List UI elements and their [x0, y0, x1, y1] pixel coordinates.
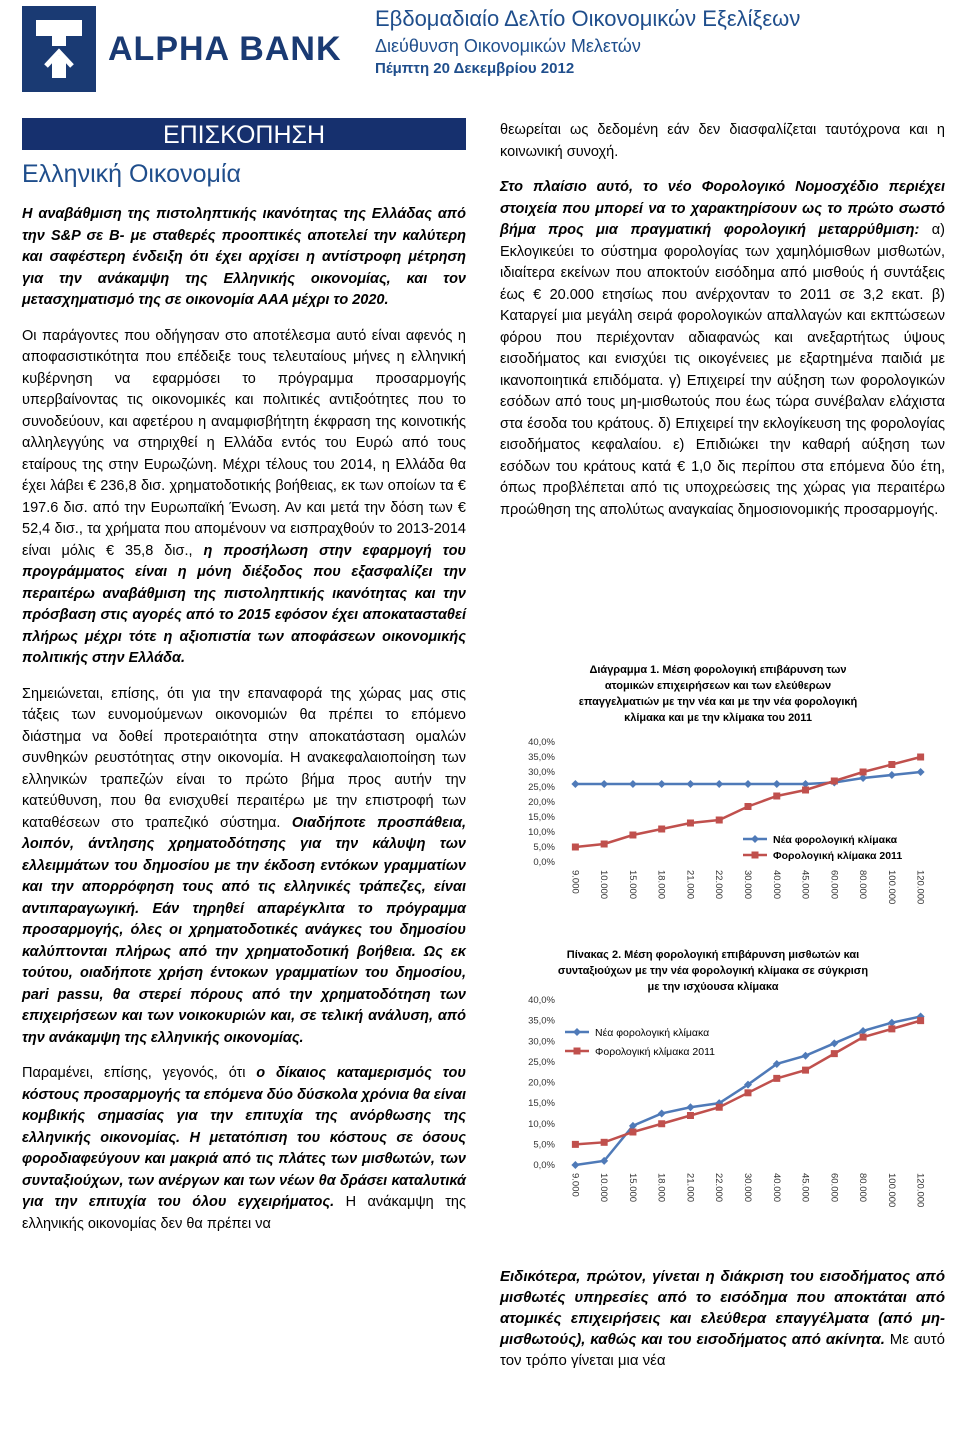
chart-2 — [503, 940, 948, 1220]
chart-1-point — [831, 778, 838, 785]
chart-1-point — [601, 841, 608, 848]
right-paragraph-3-emphasis: Ειδικότερα, πρώτον, γίνεται η διάκριση του εισοδήματος από μισθωτές υπηρεσίες από το εισόδημα που αποκτάται από ατομικές επιχειρήσεις και ελεύθερα επαγγέλματα (από μη-μισθωτούς), καθώς και του εισοδήματος από ακίνητα. — [500, 1268, 945, 1348]
alpha-bank-emblem-icon — [22, 6, 96, 92]
chart-1-point — [917, 768, 925, 776]
chart-2-point — [716, 1104, 723, 1111]
intro-paragraph: Η αναβάθμιση της πιστοληπτικής ικανότητας της Ελλάδας από την S&P σε B- με σταθερές προοπτικές αποτελεί την καλύτερη και σαφέστερη ένδειξη ότι έχει αρχίσει η αντίστροφη μέτρηση για την ανάκαμψη της Ελληνικής οικονομίας, και τον μετασχηματισμό της σε οικονομία AAA μέχρι το 2020. — [22, 206, 466, 308]
paragraph-2-emphasis: Οιαδήποτε προσπάθεια, λοιπόν, άντλησης χρηματοδότησης για την κάλυψη των ελλειμμάτων του δημοσίου με την έκδοση εντόκων γραμματίων και την απορρόφηση τους από τις ελληνικές τράπεζες, είναι αντιπαραγωγική. Εάν τηρηθεί απαρέγκλιτα το πρόγραμμα προσαρμογής, όλες οι χρηματοδοτικές ανάγκες του δημοσίου καλύπτονται πλήρως από την χρηματοδοτική βοήθεια. Ως εκ τούτου, οιαδήποτε χρήση έντοκων γραμματίων του δημοσίου, pari passu, θα στερεί πόρους από την χρηματοδότηση των επιχειρήσεων και των νοικοκυριών και, σε τελική ανάλυση, από την ανάκαμψη της ελληνικής οικονομίας. — [22, 814, 467, 1046]
chart-1-title-line: ατομικών επιχειρήσεων και των ελεύθερων — [604, 680, 832, 692]
chart-2-legend-label: Φορολογική κλίμακα 2011 — [595, 1046, 715, 1058]
chart-2-point — [601, 1139, 608, 1146]
chart-2-y-tick-label: 35,0% — [528, 1015, 555, 1027]
right-column — [500, 120, 945, 521]
right-paragraph-2-emphasis: Στο πλαίσιο αυτό, το νέο Φορολογικό Νομοσχέδιο περιέχει στοιχεία που μπορεί να το χαρακτηρίσουν ως το πρώτο σωστό βήμα προς μια πραγματική φορολογική μεταρρύθμιση: — [500, 179, 945, 238]
chart-2-x-tick-label: 80.000 — [857, 1173, 869, 1203]
chart-2-point — [831, 1050, 838, 1057]
chart-2-x-tick-label: 120.000 — [914, 1173, 926, 1208]
chart-1-x-tick-label: 60.000 — [828, 870, 840, 900]
chart-2-title-line: συνταξιούχων με την νέα φορολογική κλίμακα σε σύγκριση — [557, 965, 869, 977]
chart-2-point — [860, 1034, 867, 1041]
chart-1-x-tick-label: 40.000 — [770, 870, 782, 900]
chart-1-point — [888, 771, 896, 779]
chart-1-point — [917, 754, 924, 761]
chart-2-x-tick-label: 30.000 — [742, 1173, 753, 1203]
right-paragraph-3 — [500, 1266, 945, 1371]
chart-1-point — [860, 769, 867, 776]
chart-2-y-tick-label: 15,0% — [528, 1098, 555, 1110]
chart-2-x-tick-label: 15.000 — [626, 1173, 638, 1203]
chart-1-point — [686, 780, 694, 788]
chart-1-point — [571, 780, 579, 788]
chart-1-point — [629, 832, 636, 839]
chart-1-point — [715, 780, 723, 788]
chart-2-x-tick-label: 10.000 — [598, 1173, 610, 1203]
paragraph-3 — [22, 1063, 466, 1235]
chart-2-legend-marker — [573, 1028, 581, 1036]
right-bottom — [500, 1266, 945, 1371]
chart-1-x-tick-label: 120.000 — [914, 870, 926, 905]
chart-1-svg — [503, 657, 948, 912]
paragraph-3-emphasis: ο δίκαιος καταμερισμός του κόστους προσαρμογής τα επόμενα δύο δύσκολα χρόνια θα είναι κομβικής σημασίας για την επιτυχία της ανόρθωσης της ελληνικής οικονομίας. Η μετατόπιση του κόστους σε όσους φοροδιαφεύγουν και μακριά από τις πλάτες των μισθωτών, των συνταξιούχων, των ανέργων και των νέων θα δράσει καταλυτικά για την επιτυχία του όλου εγχειρήματος. — [22, 1065, 466, 1210]
chart-1-legend-marker — [751, 835, 759, 843]
chart-2-point — [571, 1161, 579, 1169]
chart-1-x-tick-label: 45.000 — [799, 870, 811, 900]
overview-banner: ΕΠΙΣΚΟΠΗΣΗ — [22, 118, 466, 150]
logo-text: ALPHA BANK — [108, 30, 342, 68]
chart-1-y-tick-label: 40,0% — [528, 737, 555, 748]
chart-2-point — [745, 1089, 752, 1096]
chart-1-point — [744, 780, 752, 788]
chart-1-y-tick-label: 25,0% — [528, 782, 555, 793]
chart-2-x-tick-label: 40.000 — [770, 1173, 782, 1203]
chart-1-x-tick-label: 80.000 — [857, 870, 869, 900]
chart-2-title-line: Πίνακας 2. Μέση φορολογική επιβάρυνση μισθωτών και — [566, 949, 860, 961]
left-column — [22, 118, 466, 1235]
paragraph-3-text: Παραμένει, επίσης, γεγονός, ότι — [22, 1065, 257, 1081]
chart-2-y-tick-label: 40,0% — [528, 995, 555, 1006]
chart-1-y-tick-label: 0,0% — [533, 857, 555, 868]
chart-1-x-tick-label: 22.000 — [713, 870, 725, 900]
chart-2-y-tick-label: 10,0% — [528, 1118, 555, 1130]
section-title: Ελληνική Οικονομία — [22, 160, 241, 188]
chart-2-y-tick-label: 25,0% — [528, 1056, 555, 1068]
chart-1-point — [572, 844, 579, 851]
chart-2-point — [773, 1075, 780, 1082]
chart-2-point — [830, 1039, 838, 1047]
chart-1-x-tick-label: 9.000 — [569, 870, 581, 894]
chart-1-y-tick-label: 35,0% — [528, 752, 555, 763]
chart-1-point — [658, 780, 666, 788]
chart-2-x-tick-label: 100.000 — [885, 1173, 897, 1208]
chart-1-point — [600, 780, 608, 788]
chart-2-legend-marker — [574, 1048, 581, 1055]
bulletin-subtitle: Διεύθυνση Οικονομικών Μελετών — [375, 36, 641, 56]
chart-1 — [503, 657, 948, 912]
chart-2-x-tick-label: 21.000 — [684, 1173, 696, 1203]
chart-2-y-tick-label: 5,0% — [533, 1139, 555, 1151]
chart-1-x-tick-label: 10.000 — [598, 870, 610, 900]
chart-2-point — [629, 1129, 636, 1136]
alpha-bank-logo — [22, 6, 342, 92]
chart-1-y-tick-label: 30,0% — [528, 767, 555, 778]
chart-2-point — [888, 1025, 895, 1032]
chart-2-point — [658, 1109, 666, 1117]
chart-2-x-tick-label: 60.000 — [828, 1173, 840, 1203]
chart-2-point — [917, 1017, 924, 1024]
chart-1-point — [687, 820, 694, 827]
chart-2-x-tick-label: 18.000 — [655, 1173, 667, 1203]
chart-2-point — [686, 1103, 694, 1111]
chart-1-x-tick-label: 30.000 — [742, 870, 753, 900]
paragraph-3-end: Η ανάκαμψη της ελληνικής οικονομίας δεν θα πρέπει να — [22, 1194, 466, 1232]
right-paragraph-2-text: α) Εκλογικεύει το σύστημα φορολογίας των χαμηλόμισθων μισθωτών, ιδιαίτερα εκείνων που αποκτούν εισόδημα από μισθούς ή συντάξεις έως € 20.000 ετησίως που ανέρχονταν το 2011 σε 3,2 εκατ. β) Καταργεί μια μεγάλη σειρά φορολογικών απαλλαγών και εκπτώσεων φόρου που περιέχονταν αδιαφανώς και ανεξαρτήτως ύψους εισοδήματος και ενισχύει τις οικογένειες με εξαρτημένα παιδιά με ικανοποιητικά επιδόματα. γ) Επιχειρεί την αύξηση των φορολογικών εσόδων από τους μη-μισθωτούς που έως τώρα συνέβαλαν ελάχιστα στα έσοδα του κράτους. δ) Επιχειρεί την εκλογίκευση της φορολογίας εισοδήματος κεφαλαίου. ε) Επιδιώκει την καθαρή αύξηση των εσόδων του κράτους κατά € 1,0 δις περίπου στα επόμενα δύο έτη, όπως προβλέπεται από τις υποχρεώσεις της χώρας για περαιτέρω προώθηση της απολύτως αναγκαίας δημοσιονομικής προσαρμογής. — [500, 222, 945, 518]
chart-1-x-tick-label: 100.000 — [885, 870, 897, 905]
right-paragraph-2 — [500, 177, 945, 521]
chart-1-title-line: Διάγραμμα 1. Μέση φορολογική επιβάρυνση των — [589, 664, 847, 676]
paragraph-1 — [22, 326, 466, 670]
chart-2-svg — [503, 940, 948, 1220]
chart-1-point — [629, 780, 637, 788]
chart-1-point — [745, 803, 752, 810]
chart-1-point — [716, 817, 723, 824]
chart-1-point — [773, 793, 780, 800]
chart-2-point — [572, 1141, 579, 1148]
chart-1-point — [658, 826, 665, 833]
chart-2-point — [802, 1067, 809, 1074]
chart-2-y-tick-label: 20,0% — [528, 1077, 555, 1089]
chart-2-y-tick-label: 0,0% — [533, 1160, 555, 1171]
chart-1-y-tick-label: 10,0% — [528, 827, 555, 838]
chart-1-x-tick-label: 18.000 — [655, 870, 667, 900]
bulletin-date: Πέμπτη 20 Δεκεμβρίου 2012 — [375, 60, 575, 77]
paragraph-1-text: Οι παράγοντες που οδήγησαν στο αποτέλεσμα αυτό είναι αφενός η αποφασιστικότητα που επέδειξε τους τελευταίους μήνες η ελληνική κυβέρνηση να εφαρμόσει το πρόγραμμα προσαρμογής υπερβαίνοντας τις οικονομικές και πολιτικές αντιξοότητες που το συνοδεύουν, και αφετέρου η αναμφισβήτητη έκφραση της κοινοτικής αλληλεγγύης να στηριχθεί η Ελλάδα εντός του Ευρώ από τους εταίρους της στην Ευρωζώνη. Μέχρι τέλους του 2014, η Ελλάδα θα έχει λάβει € 236,8 δισ. χρηματοδοτικής βοήθειας, εκ των οποίων τα € 197.6 δισ. από την Ευρωπαϊκή Ένωση. Αν και μετά την δόση των € 52,4 δισ., τα χρήματα που απομένουν να εισπραχθούν το 2013-2014 είναι μόλις € 35,8 δισ., — [22, 327, 466, 559]
paragraph-2-text: Σημειώνεται, επίσης, ότι για την επαναφορά της χώρας μας στις τάξεις των ευνομούμενων οικονομιών θα πρέπει το επόμενο διάστημα να δοθεί προτεραιότητα στην αποκατάσταση ομαλών συνθηκών ρευστότητας στην οικονομία. Η ανακεφαλαιοποίηση των ελληνικών τραπεζών είναι το πρώτο βήμα προς αυτήν την κατεύθυνση, που θα ενισχυθεί περαιτέρω με την επιστροφή των καταθέσεων στο τραπεζικό σύστημα. — [22, 685, 466, 831]
chart-1-y-tick-label: 20,0% — [528, 797, 555, 808]
chart-1-x-tick-label: 15.000 — [626, 870, 638, 900]
chart-2-x-tick-label: 45.000 — [799, 1173, 811, 1203]
chart-1-y-tick-label: 5,0% — [533, 842, 555, 853]
chart-1-point — [802, 787, 809, 794]
chart-1-point — [773, 780, 781, 788]
chart-2-x-tick-label: 22.000 — [713, 1173, 725, 1203]
chart-2-x-tick-label: 9.000 — [569, 1173, 581, 1197]
right-paragraph-3-text: Με αυτό τον τρόπο γίνεται μια νέα — [500, 1331, 945, 1369]
chart-1-y-tick-label: 15,0% — [528, 812, 555, 823]
chart-1-title-line: κλίμακα και με την κλίμακα του 2011 — [624, 712, 812, 724]
chart-2-title-line: με την ισχύουσα κλίμακα — [647, 981, 779, 993]
paragraph-2 — [22, 684, 466, 1050]
chart-2-point — [687, 1112, 694, 1119]
chart-1-legend-label: Φορολογική κλίμακα 2011 — [773, 850, 903, 862]
bulletin-title: Εβδομαδιαίο Δελτίο Οικονομικών Εξελίξεων — [375, 6, 801, 31]
chart-2-point — [658, 1120, 665, 1127]
chart-1-point — [888, 761, 895, 768]
chart-2-y-tick-label: 30,0% — [528, 1036, 555, 1048]
right-paragraph-1: θεωρείται ως δεδομένη εάν δεν διασφαλίζεται ταυτόχρονα και η κοινωνική συνοχή. — [500, 122, 945, 160]
chart-1-legend-label: Νέα φορολογική κλίμακα — [773, 834, 898, 846]
chart-1-legend-marker — [752, 852, 759, 859]
paragraph-1-emphasis: η προσήλωση στην εφαρμογή του προγράμματος είναι η μόνη διέξοδος που εξασφαλίζει την περαιτέρω αναβάθμιση της πιστοληπτικής ικανότητας και την πρόσβαση στις αγορές από το 2015 εφόσον έχει αποκατασταθεί πλήρως μέχρι τότε η αξιοπιστία των αποφάσεων οικονομικής πολιτικής στην Ελλάδα. — [22, 542, 467, 666]
chart-1-x-tick-label: 21.000 — [684, 870, 696, 900]
chart-2-legend-label: Νέα φορολογική κλίμακα — [595, 1027, 710, 1039]
chart-1-title-line: επαγγελματιών με την νέα και με την νέα φορολογική — [578, 696, 858, 708]
chart-2-point — [802, 1052, 810, 1060]
